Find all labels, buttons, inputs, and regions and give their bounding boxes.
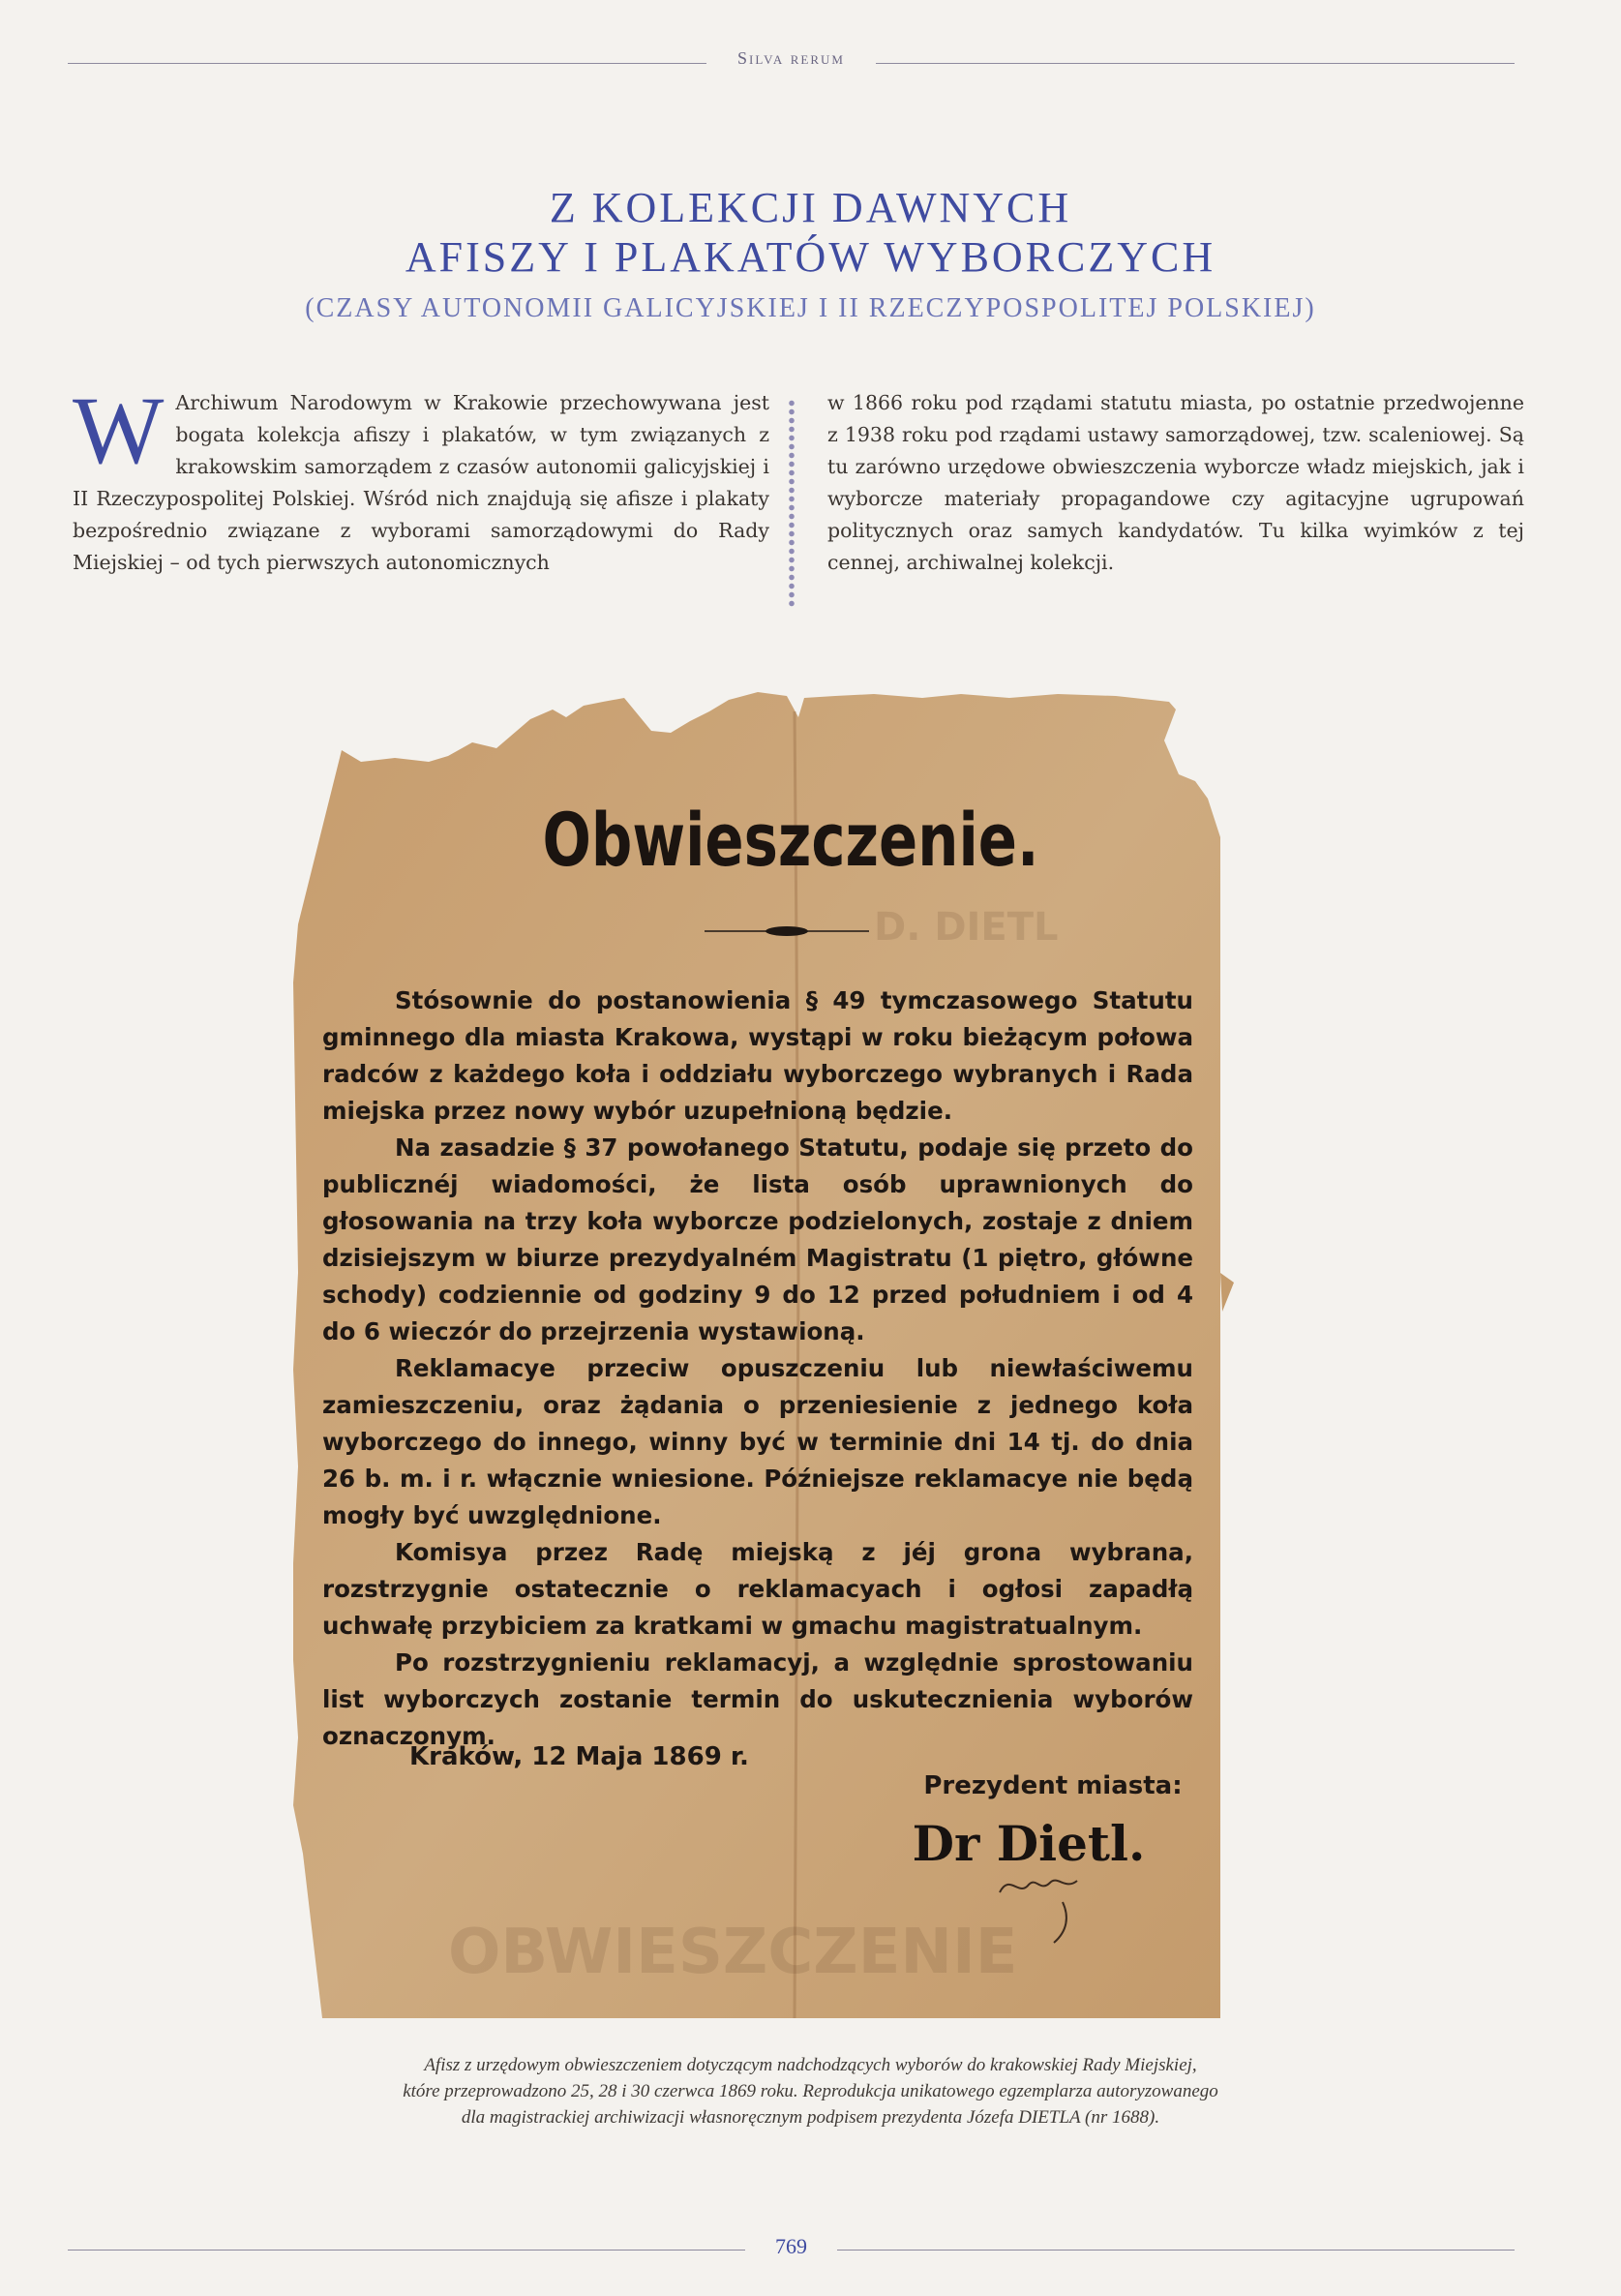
poster-paragraph: Po rozstrzygnieniu reklamacyj, a względnie sprostowaniu list wyborczych zostanie termin do uskutecznienia wyborów oznaczonym. — [322, 1648, 1193, 1750]
page-footer — [68, 2234, 1515, 2267]
signer-surname: Dietl. — [996, 1815, 1146, 1872]
title-line-1: Z KOLEKCJI DAWNYCH — [549, 184, 1072, 231]
column-divider — [785, 399, 798, 607]
running-head — [68, 48, 1515, 77]
title-line-3: (CZASY AUTONOMII GALICYJSKIEJ I II RZECZYPOSPOLITEJ POLSKIEJ) — [305, 293, 1316, 324]
caption-line: Afisz z urzędowym obwieszczeniem dotyczącym nadchodzących wyborów do krakowskiej Rady Miejskiej, — [424, 2055, 1197, 2075]
figure-caption — [194, 2052, 1427, 2130]
poster-date: Kraków, 12 Maja 1869 r. — [409, 1742, 749, 1771]
article-title — [97, 184, 1524, 324]
handwritten-signature — [990, 1863, 1096, 1950]
intro-text — [73, 377, 1524, 619]
caption-line: dla magistrackiej archiwizacji własnoręcznym podpisem prezydenta Józefa DIETLA (nr 1688). — [461, 2107, 1160, 2128]
intro-column-right — [827, 387, 1524, 579]
poster-heading: Obwieszczenie. — [542, 797, 1039, 883]
poster-paragraph: Komisya przez Radę miejską z jéj grona wybrana, rozstrzygnie ostatecznie o reklamacyach i ogłosi zapadłą uchwałę przybiciem za kratkami w gmachu magistratualnym. — [322, 1538, 1193, 1640]
intro-left-text: Archiwum Narodowym w Krakowie przechowywana jest bogata kolekcja afiszy i plakatów, w tym związanych z krakowskim samorządem z czasów autonomii galicyjskiej i II Rzeczypospolitej Polskiej. Wśród nich znajdują się afisze i plakaty bezpośrednio związane z wyborami samorządowymi do Rady Miejskiej – od tych pierwszych autonomicznych — [73, 391, 769, 574]
poster-body — [322, 982, 1193, 1755]
title-line-2: AFISZY I PLAKATÓW WYBORCZYCH — [405, 232, 1216, 281]
poster-paragraph: Stósownie do postanowienia § 49 tymczasowego Statutu gminnego dla miasta Krakowa, wystąpi w roku bieżącym połowa radców z każdego koła i oddziału wyborczego wybranych i Rada miejska przez nowy wybór uzupełnioną będzie. — [322, 986, 1193, 1125]
poster-signer-role: Prezydent miasta: — [923, 1771, 1183, 1800]
running-head-rule-left — [68, 63, 706, 64]
bleed-through-text: D. DIETL — [874, 905, 1059, 950]
footer-rule-left — [68, 2250, 745, 2251]
poster-image — [293, 692, 1288, 2018]
running-head-rule-right — [876, 63, 1515, 64]
intro-right-text: w 1866 roku pod rządami statutu miasta, po ostatnie przedwojenne z 1938 roku pod rządami ustawy samorządowej, tzw. scaleniowej. Są tu zarówno urzędowe obwieszczenia wyborcze władz miejskich, jak i wyborcze materiały propagandowe czy agitacyjne ugrupowań politycznych oraz samych kandydatów. Tu kilka wyimków z tej cennej, archiwalnej kolekcji. — [827, 391, 1524, 574]
poster-content — [293, 692, 1288, 2018]
poster-paragraph: Na zasadzie § 37 powołanego Statutu, podaje się przeto do publicznéj wiadomości, że lista osób uprawnionych do głosowania na trzy koła wyborcze podzielonych, zostaje z dniem dzisiejszym w biurze prezydyalném Magistratu (1 piętro, główne schody) codziennie od godziny 9 do 12 przed południem i od 4 do 6 wieczór do przejrzenia wystawioną. — [322, 1133, 1193, 1345]
drop-cap: W — [73, 377, 165, 484]
footer-rule-right — [837, 2250, 1515, 2251]
intro-column-left — [73, 377, 769, 579]
ornament-divider — [705, 924, 869, 938]
page-number: 769 — [775, 2234, 807, 2258]
signer-title: Dr — [912, 1815, 980, 1872]
running-head-label: Silva rerum — [737, 48, 845, 68]
poster-paragraph: Reklamacye przeciw opuszczeniu lub niewłaściwemu zamieszczeniu, oraz żądania o przeniesienie z jednego koła wyborczego do innego, winny być w terminie dni 14 tj. do dnia 26 b. m. i r. włącznie wniesione. Późniejsze reklamacye nie będą mogły być uwzględnione. — [322, 1354, 1193, 1529]
bleed-through-text: OBWIESZCZENIE — [448, 1917, 1018, 1988]
caption-line: które przeprowadzono 25, 28 i 30 czerwca 1869 roku. Reprodukcja unikatowego egzemplarza autoryzowanego — [403, 2081, 1218, 2101]
